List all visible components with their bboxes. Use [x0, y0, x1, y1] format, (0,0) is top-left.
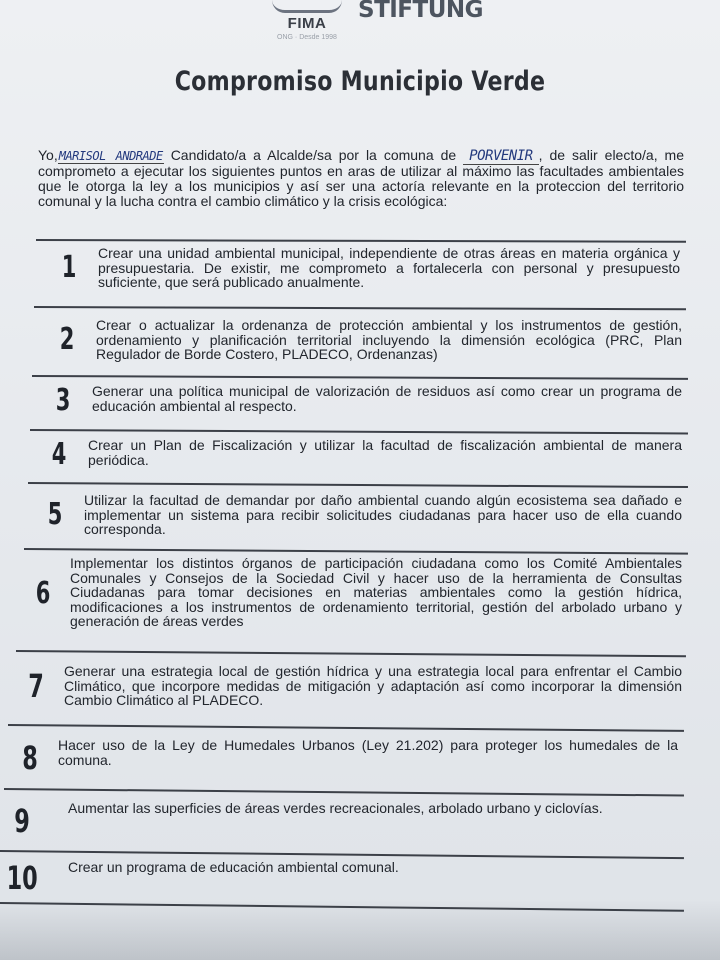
item-text: Generar una estrategia local de gestión hídrica y una estrategia local para enfrentar el Cambio Climático, que incorpore medidas de mitigación y adaptación así como incorporar la dimensión Cambio Climático al PLADECO.: [64, 663, 682, 708]
item-text: Implementar los distintos órganos de participación ciudadana como los Comité Ambientales Comunales y Consejos de la Sociedad Civil y hacer uso de la herramienta de Consultas Ciudadanas para tomar decisiones en materias ambientales como la gestión hídrica, modificaciones a los instrumentos de ordenamiento territorial, gestión del arbolado urbano y generación de áreas verdes: [70, 555, 682, 629]
commitment-item: [30, 438, 682, 472]
row-divider: [4, 788, 684, 796]
intro-post: , de salir electo/a, me comprometo a ejecutar los siguientes puntos en aras de utilizar al máximo las facultades ambientales que le otorga la ley a los municipios y así ser una actoría relevante en la proteccion del territorio comunal y la lucha contra el cambio climático y la crisis ecológica:: [38, 147, 685, 209]
stiftung-logo: STIFTUNG: [358, 0, 484, 23]
item-number: 7: [28, 667, 44, 705]
row-divider: [8, 724, 684, 731]
item-text: Aumentar las superficies de áreas verdes recreacionales, arbolado urbano y ciclovías.: [68, 800, 603, 816]
item-number: 4: [51, 437, 67, 472]
item-number: 5: [47, 497, 63, 532]
row-divider: [24, 548, 688, 554]
fima-logo-tagline: ONG · Desde 1998: [277, 34, 337, 41]
commitment-item: [8, 664, 682, 708]
commitment-item: [38, 318, 682, 362]
intro-mid: Candidato/a a Alcalde/sa por la comuna de: [170, 147, 457, 163]
row-divider: [16, 650, 686, 657]
commitment-item: [34, 384, 682, 418]
item-number: 1: [61, 250, 77, 285]
item-number: 6: [35, 576, 51, 611]
item-text: Utilizar la facultad de demandar por daño ambiental cuando algún ecosistema sea dañado e implementar un sistema para recibir solicitudes ciudadanas para hacer uso de ella cuando corresponda.: [84, 492, 682, 537]
item-number: 2: [59, 322, 75, 357]
document-title: Compromiso Municipio Verde: [174, 66, 546, 97]
item-number: 3: [55, 383, 71, 418]
commitment-item: [16, 556, 682, 632]
row-divider: [36, 239, 686, 242]
row-divider: [30, 429, 688, 434]
item-number: 10: [6, 859, 38, 897]
commune-handwritten: PORVENIR: [463, 148, 538, 165]
item-text: Crear o actualizar la ordenanza de protección ambiental y los instrumentos de gestión, ordenamiento y planificación territorial incluyendo la dimensión ecológica (PRC, Plan Regulador de Borde Costero, PLADECO, Ordenanzas): [96, 317, 682, 362]
fima-logo: [262, 0, 352, 41]
candidate-name-handwritten: MARISOL ANDRADE: [58, 149, 163, 163]
item-number: 9: [14, 802, 30, 840]
fima-logo-mark: [272, 0, 342, 13]
commitment-item: [0, 801, 682, 841]
intro-paragraph: [38, 148, 684, 209]
row-divider: [0, 850, 684, 859]
commitment-item: [2, 738, 682, 778]
row-divider: [34, 306, 686, 310]
item-text: Crear un Plan de Fiscalización y utilizar la facultad de fiscalización ambiental de manera periódica.: [88, 437, 682, 468]
photo-shadow: [0, 900, 720, 960]
commitment-item: [26, 493, 682, 537]
item-text: Generar una política municipal de valorización de residuos así como crear un programa de educación ambiental al respecto.: [92, 383, 682, 414]
item-text: Hacer uso de la Ley de Humedales Urbanos (Ley 21.202) para proteger los humedales de la comuna.: [58, 737, 678, 768]
item-text: Crear un programa de educación ambiental comunal.: [68, 859, 399, 875]
intro-pre: Yo,: [38, 147, 58, 163]
row-divider: [28, 482, 688, 488]
commitment-item: [0, 860, 682, 896]
commitment-item: [40, 246, 682, 290]
item-number: 8: [22, 739, 38, 777]
item-text: Crear una unidad ambiental municipal, independiente de otras áreas en materia orgánica y presupuestaria. De existir, me comprometo a fortalecerla con personal y presupuesto suficiente, que será publicado anualmente.: [98, 245, 680, 290]
fima-logo-name: FIMA: [287, 15, 327, 32]
row-divider: [32, 375, 688, 379]
